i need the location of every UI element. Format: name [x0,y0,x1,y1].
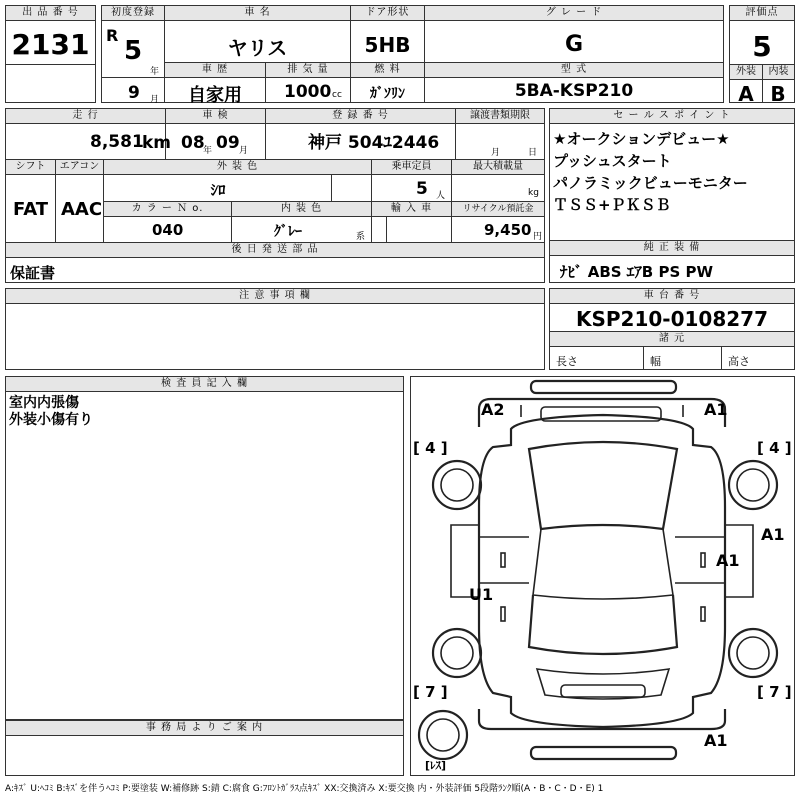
damage-mark-a1: A1 [716,551,740,570]
transfer-day-unit: 日 [528,148,538,158]
displacement-label: 排 気 量 [266,63,350,78]
equipment-box [549,240,795,283]
tire-spare: [ﾚｽ] [425,759,447,772]
lot-number: 2131 [11,28,90,61]
lot-label: 出 品 番 号 [6,6,95,21]
lot-box [5,5,96,103]
shift-value: FAT [13,199,49,220]
aircon-value: AAC [61,199,103,220]
inspection-year: 08 [181,133,205,153]
damage-mark-a1: A1 [704,731,728,750]
first-reg-label: 初度登録 [102,6,164,21]
sales-point-item: ＴＳＳ+ＰＫＳＢ [553,196,671,214]
damage-mark-a2: A2 [481,400,505,419]
int-color-unit: 系 [356,232,366,242]
transfer-label: 譲渡書類期限 [456,109,544,124]
year-value: 5 [124,36,143,66]
month-unit: 月 [150,95,160,105]
ext-color-value: ｼﾛ [210,181,226,199]
inspection-year-unit: 年 [203,146,213,156]
tire-front-right: [ 4 ] [757,439,792,457]
model-label: 型 式 [425,63,723,78]
inspector-label: 検 査 員 記 入 欄 [6,377,403,392]
interior-label: 内装 [762,65,794,80]
sales-points-label: セ ー ル ス ポ イ ン ト [550,109,794,124]
notes-box [5,288,545,370]
damage-mark-a1: A1 [761,525,785,544]
sales-points-box [549,108,795,241]
era-value: R [106,26,119,45]
chassis-label: 車 台 番 号 [550,289,794,304]
door-label: ドア形状 [351,6,424,21]
car-name-box [164,5,351,63]
legend-text: A:ｷｽﾞ U:ﾍｺﾐ B:ｷｽﾞを伴うﾍｺﾐ P:要塗装 W:補修跡 S:錆 C:腐食 G:ﾌﾛﾝﾄｶﾞﾗｽ点ｷｽﾞ XX:交換済み X:要交換 内・外装評価 5段階ﾗﾝｸ順(A・B・C・D・E) 1 [5,784,604,794]
model-value: 5BA-KSP210 [514,81,634,101]
capacity-value: 5 [416,179,428,199]
shift-label: シフト [6,160,56,175]
score-box [729,5,795,106]
int-color-value: ｸﾞﾚｰ [274,224,302,240]
inspector-box [5,376,404,720]
sales-point-item: パノラミックビューモニター [553,174,748,192]
door-box [350,5,425,63]
max-load-label: 最大積載量 [452,160,544,175]
office-label: 事 務 局 よ り ご 案 内 [6,721,403,736]
mileage-value: 8,581 [90,132,144,152]
inspector-line: 室内内張傷 [9,395,79,411]
recycle-unit: 円 [533,232,543,242]
inspection-month-unit: 月 [239,146,249,156]
interior-value: B [770,82,786,106]
door-value: 5HB [364,33,411,57]
int-color-label: 内 装 色 [232,202,372,217]
damage-diagram [410,376,795,776]
color-no-label: カ ラ ー Ｎ o. [104,202,232,217]
later-parts-value: 保証書 [10,264,56,282]
length-label: 長さ [556,355,578,368]
mileage-label: 走 行 [6,109,166,124]
chassis-box [549,288,795,370]
transfer-month-unit: 月 [491,148,501,158]
ext-color-label: 外 装 色 [104,160,372,175]
later-parts-label: 後 日 発 送 部 品 [6,243,544,258]
capacity-label: 乗車定員 [372,160,452,175]
model-box [424,62,724,103]
info-block [5,108,545,283]
recycle-label: リサイクル預託金 [452,202,544,217]
damage-mark-a1: A1 [704,400,728,419]
grade-box [424,5,724,63]
score-value: 5 [752,30,772,63]
grade-label: グ レ ー ド [425,6,723,21]
tire-rear-left: [ 7 ] [413,683,448,701]
history-box [164,62,266,106]
month-value: 9 [128,83,140,103]
car-name-label: 車 名 [165,6,350,21]
fuel-value: ｶﾞｿﾘﾝ [370,86,405,102]
inspector-line: 外装小傷有り [9,412,93,428]
displacement-value: 1000 [284,82,332,102]
inspection-label: 車 検 [166,109,266,124]
year-unit: 年 [150,67,160,77]
capacity-unit: 人 [436,191,446,201]
registration-value: 神戸 504ﾕ2446 [308,133,440,153]
chassis-value: KSP210-0108277 [575,307,769,331]
mileage-unit: km [142,133,172,153]
tire-front-left: [ 4 ] [413,439,448,457]
exterior-label: 外装 [730,65,762,80]
notes-label: 注 意 事 項 欄 [6,289,544,304]
first-registration-box [101,5,165,103]
height-label: 高さ [728,355,750,368]
registration-label: 登 録 番 号 [266,109,456,124]
specs-label: 諸 元 [550,331,794,347]
displacement-unit: cc [332,90,342,100]
inspection-month: 09 [216,133,240,153]
car-outline-diagram [411,377,794,775]
exterior-value: A [738,82,754,106]
fuel-label: 燃 料 [351,63,424,78]
history-label: 車 歴 [165,63,265,78]
equipment-label: 純 正 装 備 [550,241,794,256]
recycle-value: 9,450 [484,221,532,239]
max-load-unit: kg [528,188,539,198]
tire-rear-right: [ 7 ] [757,683,792,701]
sales-point-item: プッシュスタート [553,152,672,170]
grade-value: G [564,32,584,57]
car-name-value: ヤリス [227,36,288,60]
fuel-box [350,62,425,103]
color-no-value: 040 [152,221,184,239]
displacement-box [265,62,351,103]
width-label: 幅 [650,355,661,368]
aircon-label: エアコン [56,160,104,175]
office-box [5,720,404,776]
import-label: 輸 入 車 [372,202,452,217]
history-value: 自家用 [188,85,242,106]
score-label: 評価点 [730,6,794,21]
equipment-value: ﾅﾋﾞ ABS ｴｱB PS PW [560,263,714,281]
damage-mark-u1: U1 [469,585,494,604]
sales-point-item: ★オークションデビュー★ [553,130,730,148]
